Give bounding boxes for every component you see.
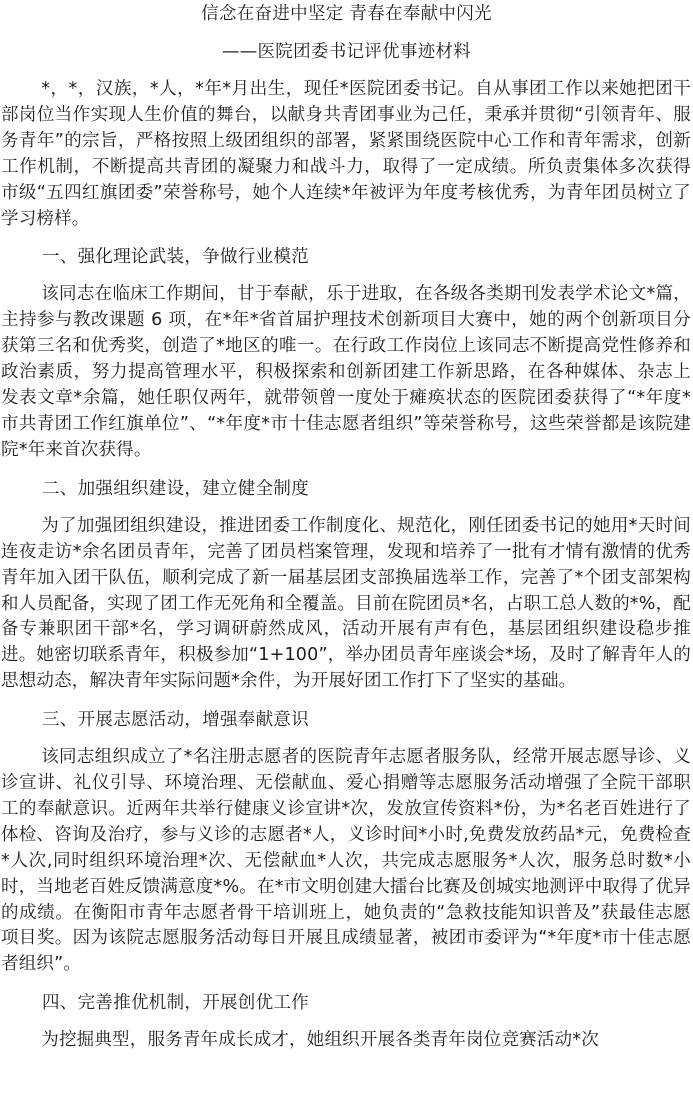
intro-paragraph: *，*，汉族，*人，*年*月出生，现任*医院团委书记。自从事团工作以来她把团干部岗位当作实现人生价值的舞台，以献身共青团事业为己任，秉承并贯彻“引领青年、服务青年”的宗旨，严格按照上级团组织的部署，紧紧围绕医院中心工作和青年需求，创新工作机制，不断提高共青团的凝聚力和战斗力，取得了一定成绩。所负责集体多次获得市级“五四红旗团委”荣誉称号，她个人连续*年被评为年度考核优秀，为青年团员树立了学习榜样。 — [1, 79, 691, 229]
section-heading-2: 二、加强组织建设，建立健全制度 — [42, 478, 309, 499]
section-paragraph-4: 为挖掘典型，服务青年成长成才，她组织开展各类青年岗位竞赛活动*次 — [41, 1030, 599, 1051]
section-paragraph-2: 为了加强团组织建设，推进团委工作制度化、规范化，刚任团委书记的她用*天时间连夜走访*余名团员青年，完善了团员档案管理，发现和培养了一批有才情有激情的优秀青年加入团干队伍，顺利完成了新一届基层团支部换届选举工作，完善了*个团支部架构和人员配备，实现了团工作无死角和全覆盖。目前在院团员*名，占职工总人数的*%，配备专兼职团干部*名，学习调研蔚然成风，活动开展有声有色，基层团组织建设稳步推进。她密切联系青年，积极参加“1+100”，举办团员青年座谈会*场，及时了解青年人的思想动态，解决青年实际问题*余件，为开展好团工作打下了坚实的基础。 — [1, 515, 691, 692]
section-heading-1: 一、强化理论武装，争做行业模范 — [42, 247, 309, 268]
document-body — [0, 77, 693, 1054]
section-paragraph-3: 该同志组织成立了*名注册志愿者的医院青年志愿者服务队，经常开展志愿导诊、义诊宣讲、礼仪引导、环境治理、无偿献血、爱心捐赠等志愿服务活动增强了全院干部职工的奉献意识。近两年共举行健康义诊宣讲*次，发放宣传资料*份，为*名老百姓进行了体检、咨询及治疗，参与义诊的志愿者*人，义诊时间*小时,免费发放药品*元，免费检查*人次,同时组织环境治理*次、无偿献血*人次，共完成志愿服务*人次，服务总时数*小时，当地老百姓反馈满意度*%。在*市文明创建大擂台比赛及创城实地测评中取得了优异的成绩。在衡阳市青年志愿者骨干培训班上，她负责的“急救技能知识普及”获最佳志愿项目奖。因为该院志愿服务活动每日开展且成绩显著，被团市委评为“*年度*市十佳志愿者组织”。 — [1, 747, 691, 975]
section-heading-4: 四、完善推优机制，开展创优工作 — [42, 993, 309, 1014]
document-subtitle: ——医院团委书记评优事迹材料 — [221, 42, 472, 62]
document-title: 信念在奋进中坚定 青春在奉献中闪光 — [201, 4, 492, 24]
section-paragraph-1: 该同志在临床工作期间，甘于奉献，乐于进取，在各级各类期刊发表学术论文*篇，主持参与教改课题 6 项，在*年*省首届护理技术创新项目大赛中，她的两个创新项目分获第三名和优秀奖，创造了*地区的唯一。在行政工作岗位上该同志不断提高党性修养和政治素质，努力提高管理水平，积极探索和创新团建工作新思路，在各种媒体、杂志上发表文章*余篇，她任职仅两年，就带领曾一度处于瘫痪状态的医院团委获得了“*年度*市共青团工作红旗单位”、“*年度*市十佳志愿者组织”等荣誉称号，这些荣誉都是该院建院*年来首次获得。 — [1, 284, 691, 460]
section-heading-3: 三、开展志愿活动，增强奉献意识 — [42, 710, 309, 731]
